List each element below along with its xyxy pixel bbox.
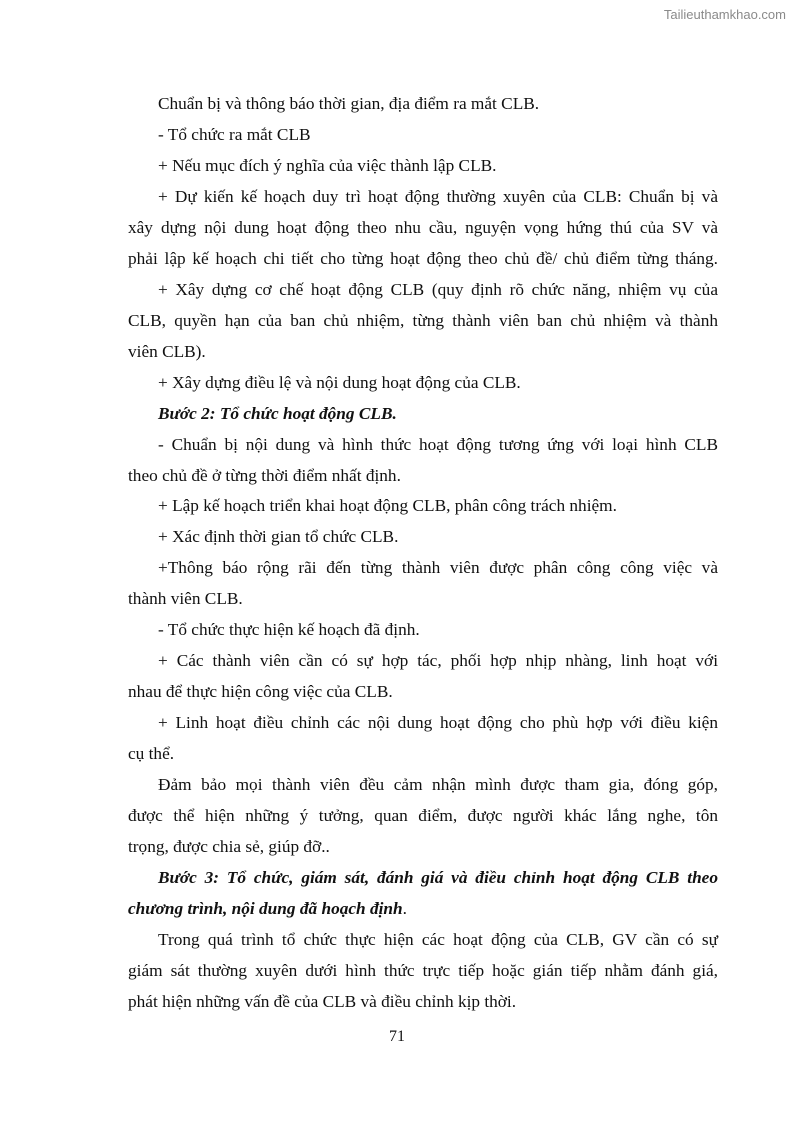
- text-line: + Xây dựng điều lệ và nội dung hoạt động của CLB.: [158, 373, 521, 392]
- watermark: Tailieuthamkhao.com: [663, 7, 786, 22]
- text-line: + Xác định thời gian tổ chức CLB.: [158, 527, 399, 546]
- text-line: + Lập kế hoạch triển khai hoạt động CLB, phân công trách nhiệm.: [158, 496, 617, 515]
- text-line: - Tổ chức ra mắt CLB: [158, 125, 311, 144]
- text-line: CLB, quyền hạn của ban chủ nhiệm, từng thành viên ban chủ nhiệm và thành: [128, 311, 718, 330]
- step-heading: Bước 2: Tổ chức hoạt động CLB.: [158, 404, 397, 423]
- text-line: được thể hiện những ý tưởng, quan điểm, được người khác lắng nghe, tôn: [128, 806, 718, 825]
- text-line: theo chủ đề ở từng thời điểm nhất định.: [128, 466, 401, 485]
- text-line: viên CLB).: [128, 342, 206, 361]
- text-line: cụ thể.: [128, 744, 175, 763]
- text-line: +Thông báo rộng rãi đến từng thành viên được phân công công việc và: [158, 558, 718, 577]
- page-number: 71: [389, 1028, 405, 1045]
- step-heading: Bước 3: Tổ chức, giám sát, đánh giá và điều chỉnh hoạt động CLB theo: [158, 868, 718, 887]
- step-heading-text: chương trình, nội dung đã hoạch định: [128, 899, 403, 918]
- text-line: - Tổ chức thực hiện kế hoạch đã định.: [158, 620, 420, 639]
- text-line: - Chuẩn bị nội dung và hình thức hoạt động tương ứng với loại hình CLB: [158, 435, 718, 454]
- text-line: giám sát thường xuyên dưới hình thức trực tiếp hoặc gián tiếp nhằm đánh giá,: [128, 961, 718, 980]
- text-line: thành viên CLB.: [128, 589, 243, 608]
- step-heading-continued: [128, 897, 407, 921]
- text-line: xây dựng nội dung hoạt động theo nhu cầu, nguyện vọng hứng thú của SV và: [128, 218, 718, 237]
- text-line: + Dự kiến kế hoạch duy trì hoạt động thường xuyên của CLB: Chuẩn bị và: [158, 187, 718, 206]
- text-line: + Xây dựng cơ chế hoạt động CLB (quy định rõ chức năng, nhiệm vụ của: [158, 280, 718, 299]
- text-line: phát hiện những vấn đề của CLB và điều chỉnh kịp thời.: [128, 992, 517, 1011]
- heading-period: .: [402, 899, 407, 918]
- text-line: nhau để thực hiện công việc của CLB.: [128, 682, 393, 701]
- text-line: trọng, được chia sẻ, giúp đỡ..: [128, 837, 330, 856]
- text-line: Trong quá trình tổ chức thực hiện các hoạt động của CLB, GV cần có sự: [158, 930, 718, 949]
- text-line: Đảm bảo mọi thành viên đều cảm nhận mình được tham gia, đóng góp,: [158, 775, 718, 794]
- text-line: + Các thành viên cần có sự hợp tác, phối hợp nhịp nhàng, linh hoạt với: [158, 651, 718, 670]
- text-line: phải lập kế hoạch chi tiết cho từng hoạt động theo chủ đề/ chủ điểm từng tháng.: [128, 249, 718, 268]
- text-line: Chuẩn bị và thông báo thời gian, địa điểm ra mắt CLB.: [158, 94, 540, 113]
- text-line: + Nếu mục đích ý nghĩa của việc thành lập CLB.: [158, 156, 497, 175]
- text-line: + Linh hoạt điều chỉnh các nội dung hoạt động cho phù hợp với điều kiện: [158, 713, 718, 732]
